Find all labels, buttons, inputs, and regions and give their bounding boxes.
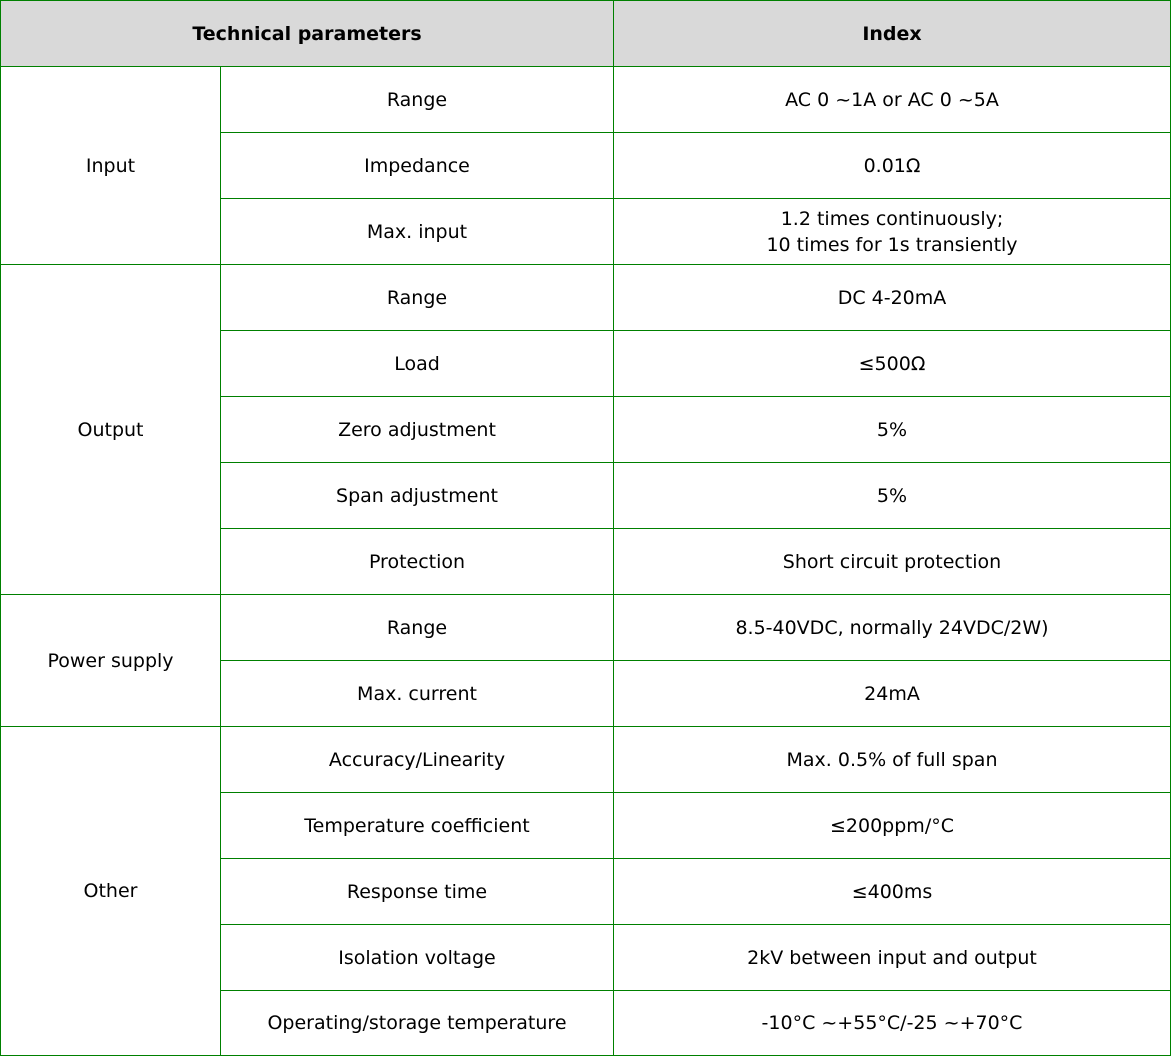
parameter-cell: Zero adjustment: [221, 397, 614, 463]
parameter-cell: Temperature coefficient: [221, 793, 614, 859]
value-line: 10 times for 1s transiently: [766, 233, 1018, 256]
group-label-cell: Other: [1, 727, 221, 1056]
value-line: ≤500Ω: [858, 352, 926, 375]
value-cell: [614, 463, 1171, 529]
parameter-cell: Span adjustment: [221, 463, 614, 529]
parameter-cell: Operating/storage temperature: [221, 991, 614, 1056]
value-cell: [614, 859, 1171, 925]
value-line: ≤400ms: [851, 880, 933, 903]
parameter-cell: Impedance: [221, 133, 614, 199]
value-cell: [614, 397, 1171, 463]
value-line: Short circuit protection: [782, 550, 1002, 573]
value-cell: [614, 331, 1171, 397]
header-technical-parameters: Technical parameters: [1, 1, 614, 67]
parameter-cell: Protection: [221, 529, 614, 595]
value-line: Max. 0.5% of full span: [786, 748, 998, 771]
value-line: 5%: [876, 418, 908, 441]
table-row: [1, 67, 1171, 133]
parameter-cell: Max. current: [221, 661, 614, 727]
value-line: AC 0 ~1A or AC 0 ~5A: [785, 88, 999, 111]
value-cell: [614, 793, 1171, 859]
value-cell: [614, 925, 1171, 991]
value-cell: [614, 265, 1171, 331]
value-cell: [614, 133, 1171, 199]
table-row: [1, 265, 1171, 331]
parameter-cell: Range: [221, 67, 614, 133]
value-line: ≤200ppm/°C: [830, 814, 954, 837]
table-row: [1, 727, 1171, 793]
value-cell: [614, 199, 1171, 265]
table-body: [1, 67, 1171, 1056]
value-line: 5%: [876, 484, 908, 507]
value-cell: [614, 727, 1171, 793]
group-label-cell: Power supply: [1, 595, 221, 727]
parameter-cell: Isolation voltage: [221, 925, 614, 991]
value-line: 2kV between input and output: [747, 946, 1037, 969]
value-cell: [614, 595, 1171, 661]
parameter-cell: Response time: [221, 859, 614, 925]
value-line: 1.2 times continuously;: [780, 207, 1004, 230]
parameter-cell: Accuracy/Linearity: [221, 727, 614, 793]
value-line: 24mA: [864, 682, 920, 705]
header-index: Index: [614, 1, 1171, 67]
table-row: [1, 595, 1171, 661]
parameter-cell: Range: [221, 265, 614, 331]
parameter-cell: Load: [221, 331, 614, 397]
value-line: -10°C ~+55°C/-25 ~+70°C: [761, 1012, 1023, 1034]
value-line: DC 4-20mA: [837, 286, 947, 309]
parameter-cell: Range: [221, 595, 614, 661]
value-cell: [614, 529, 1171, 595]
value-cell: [614, 661, 1171, 727]
value-cell: [614, 67, 1171, 133]
table-header-row: [1, 1, 1171, 67]
value-cell: [614, 991, 1171, 1056]
value-line: 8.5-40VDC, normally 24VDC/2W): [735, 616, 1049, 639]
group-label-cell: Output: [1, 265, 221, 595]
parameter-cell: Max. input: [221, 199, 614, 265]
value-line: 0.01Ω: [863, 154, 921, 177]
group-label-cell: Input: [1, 67, 221, 265]
